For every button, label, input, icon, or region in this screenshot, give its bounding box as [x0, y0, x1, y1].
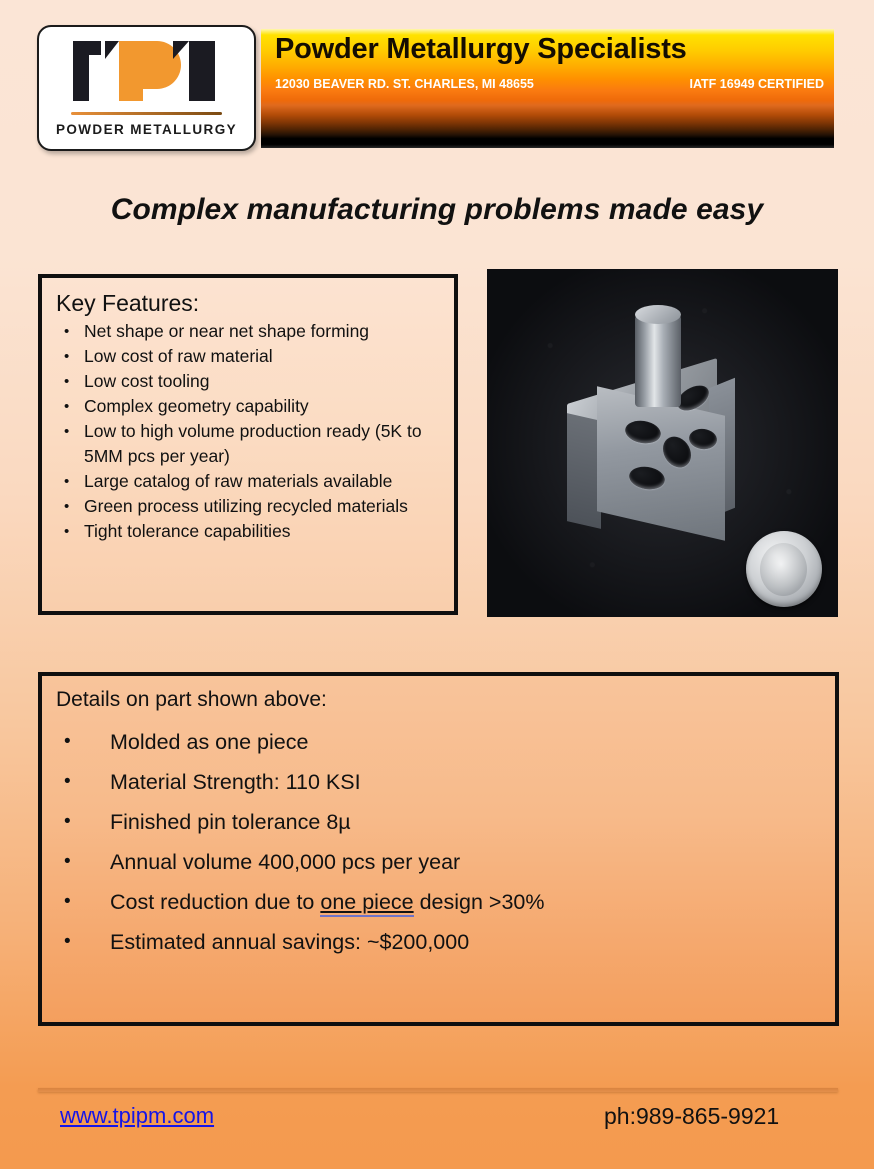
- scale-coin: [746, 531, 822, 607]
- part-left-face: [567, 413, 601, 529]
- footer-divider: [38, 1088, 838, 1092]
- list-item: • Large catalog of raw materials available: [52, 469, 444, 494]
- list-item: • Estimated annual savings: ~$200,000: [54, 922, 821, 962]
- banner-address: 12030 BEAVER RD. ST. CHARLES, MI 48655: [275, 77, 534, 91]
- key-features-title: Key Features:: [56, 290, 200, 316]
- list-item: • Complex geometry capability: [52, 394, 444, 419]
- list-item: • Low cost of raw material: [52, 344, 444, 369]
- key-features-box: [38, 274, 458, 615]
- logo-subtitle: POWDER METALLURGY: [55, 122, 238, 137]
- list-item-cost-reduction: [54, 882, 821, 922]
- key-features-list: [52, 319, 444, 544]
- detail-emphasis: one piece: [320, 890, 413, 917]
- company-logo-card: [37, 25, 256, 151]
- list-item: • Finished pin tolerance 8µ: [54, 802, 821, 842]
- list-item: • Material Strength: 110 KSI: [54, 762, 821, 802]
- part-pin-cap: [635, 305, 681, 324]
- part-photo: [487, 269, 838, 617]
- detail-prefix: Cost reduction due to: [110, 890, 321, 914]
- part-pin: [635, 315, 681, 407]
- website-link[interactable]: www.tpipm.com: [60, 1103, 215, 1128]
- list-item: • Low cost tooling: [52, 369, 444, 394]
- phone-number: ph:989-865-9921: [604, 1103, 780, 1129]
- page-tagline: Complex manufacturing problems made easy: [110, 193, 764, 226]
- list-item: • Green process utilizing recycled materials: [52, 494, 444, 519]
- logo-divider: [71, 112, 222, 115]
- part-details-list: [54, 722, 821, 962]
- list-item: • Annual volume 400,000 pcs per year: [54, 842, 821, 882]
- banner-certification: IATF 16949 CERTIFIED: [689, 77, 824, 91]
- list-item: • Net shape or near net shape forming: [52, 319, 444, 344]
- tpi-wordmark-icon: [39, 35, 254, 107]
- part-details-title: Details on part shown above:: [56, 688, 327, 711]
- part-details-box: [38, 672, 839, 1026]
- header-banner: [261, 29, 834, 148]
- metal-part-illustration: [559, 309, 789, 539]
- list-item: • Molded as one piece: [54, 722, 821, 762]
- banner-title: Powder Metallurgy Specialists: [275, 33, 687, 65]
- detail-suffix: design >30%: [413, 890, 545, 914]
- list-item: • Low to high volume production ready (5K to 5MM pcs per year): [52, 419, 444, 469]
- list-item: • Tight tolerance capabilities: [52, 519, 444, 544]
